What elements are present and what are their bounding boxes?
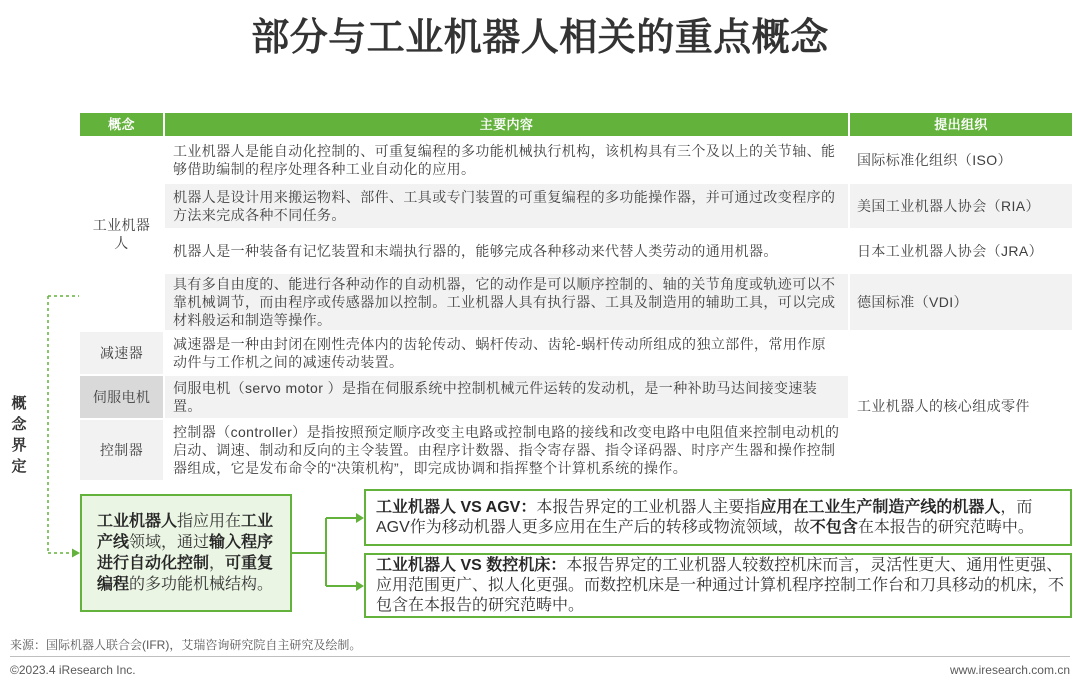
comparison-highlight: 应用在工业生产制造产线的机器人 xyxy=(760,498,1001,516)
table-header-content: 主要内容 xyxy=(165,113,848,136)
content-cell: 具有多自由度的、能进行各种动作的自动机器，它的动作是可以顺序控制的、轴的关节角度或轨迹可以不靠机械调节，而由程序或传感器加以控制。工业机器人具有执行器、工具及制造用的辅助工具，可以完成材料般运和制造等操作。 xyxy=(165,274,848,330)
concept-cell-industrial-robot: 工业机器人 xyxy=(92,217,151,251)
content-cell: 机器人是设计用来搬运物料、部件、工具或专门装置的可重复编程的多功能操作器，并可通过改变程序的方法来完成各种不同任务。 xyxy=(165,184,848,228)
comparison-text xyxy=(376,498,1064,538)
org-cell: 国际标准化组织（ISO） xyxy=(857,152,1012,168)
table-row xyxy=(80,274,1072,330)
concept-cell-reducer: 减速器 xyxy=(80,332,163,374)
comparison-highlight: 不包含 xyxy=(809,518,858,536)
comparison-title: 工业机器人 VS 数控机床： xyxy=(376,556,567,574)
concept-cell-servo-motor: 伺服电机 xyxy=(80,376,163,418)
org-cell: 德国标准（VDI） xyxy=(850,274,1072,330)
content-cell: 伺服电机（servo motor ）是指在伺服系统中控制机械元件运转的发动机，是一种补助马达间接变速装置。 xyxy=(165,376,848,418)
comparison-box-cnc xyxy=(364,553,1072,618)
content-cell: 工业机器人是能自动化控制的、可重复编程的多功能机械执行机构，该机构具有三个及以上的关节轴、能够借助编制的程序处理各种工业自动化的应用。 xyxy=(173,143,836,177)
table-row xyxy=(80,332,1072,374)
definition-bracket xyxy=(48,296,80,558)
concept-table xyxy=(78,111,1074,482)
comparison-plain: 本报告界定的工业机器人主要指 xyxy=(536,498,761,516)
table-header-concept: 概念 xyxy=(80,113,163,136)
summary-plain: 指应用在 xyxy=(177,513,242,530)
summary-highlight: 工业机器人 xyxy=(97,513,178,530)
summary-text xyxy=(97,511,275,595)
summary-plain: 领域，通过 xyxy=(129,534,210,551)
arrowhead-to-agv-box xyxy=(356,513,364,523)
arrowhead-to-summary xyxy=(72,549,80,558)
footer-divider xyxy=(10,656,1070,657)
content-cell: 控制器（controller）是指按照预定顺序改变主电路或控制电路的接线和改变电路中电阻值来控制电动机的启动、调速、制动和反向的主令装置。由程序计数器、指令寄存器、指令译码器、时序产生器和操作控制器组成，它是发布命令的“决策机构”，即完成协调和指挥整个计算机系统的操作。 xyxy=(173,424,840,476)
content-cell: 减速器是一种由封闭在刚性壳体内的齿轮传动、蜗杆传动、齿轮-蜗杆传动所组成的独立部件，常用作原动件与工作机之间的减速传动装置。 xyxy=(173,336,827,370)
table-header-org: 提出组织 xyxy=(850,113,1072,136)
summary-highlight: 可重复编程 xyxy=(97,555,274,593)
website-url: www.iresearch.com.cn xyxy=(949,663,1070,677)
concept-cell-controller: 控制器 xyxy=(80,420,163,480)
comparison-plain: 在本报告的研究范畴中。 xyxy=(857,518,1034,536)
comparison-box-agv xyxy=(364,489,1072,546)
comparison-branch xyxy=(292,513,364,591)
summary-highlight: 输入程序进行自动化控制 xyxy=(97,534,274,572)
side-label-concept-definition: 概念界定 xyxy=(11,395,27,475)
comparison-title: 工业机器人 VS AGV： xyxy=(376,498,537,516)
org-cell: 日本工业机器人协会（JRA） xyxy=(857,243,1044,259)
table-row xyxy=(80,230,1072,272)
summary-plain: ， xyxy=(209,555,226,572)
content-cell: 机器人是一种装备有记忆装置和末端执行器的，能够完成各种移动来代替人类劳动的通用机器。 xyxy=(173,243,778,259)
comparison-text xyxy=(376,556,1064,616)
table-row xyxy=(80,138,1072,182)
table-row xyxy=(80,184,1072,228)
summary-plain: 的多功能机械结构。 xyxy=(129,576,274,593)
source-note: 来源：国际机器人联合会(IFR)，艾瑞咨询研究院自主研究及绘制。 xyxy=(10,638,362,652)
summary-box xyxy=(80,494,292,612)
arrowhead-to-cnc-box xyxy=(356,581,364,591)
summary-highlight: 工业产线 xyxy=(97,513,274,551)
org-cell: 美国工业机器人协会（RIA） xyxy=(850,184,1072,228)
table-header-row xyxy=(80,113,1072,136)
page-title: 部分与工业机器人相关的重点概念 xyxy=(251,17,829,59)
comparison-plain: ，而AGV作为移动机器人更多应用在生产后的转移或物流领域，故 xyxy=(376,498,1033,536)
copyright: ©2023.4 iResearch Inc. xyxy=(10,663,136,677)
org-cell-core-components: 工业机器人的核心组成零件 xyxy=(857,398,1030,414)
comparison-plain: 本报告界定的工业机器人较数控机床而言，灵活性更大、通用性更强、应用范围更广、拟人化更强。而数控机床是一种通过计算机程序控制工作台和刀具移动的机床，不包含在本报告的研究范畴中。 xyxy=(376,556,1065,614)
